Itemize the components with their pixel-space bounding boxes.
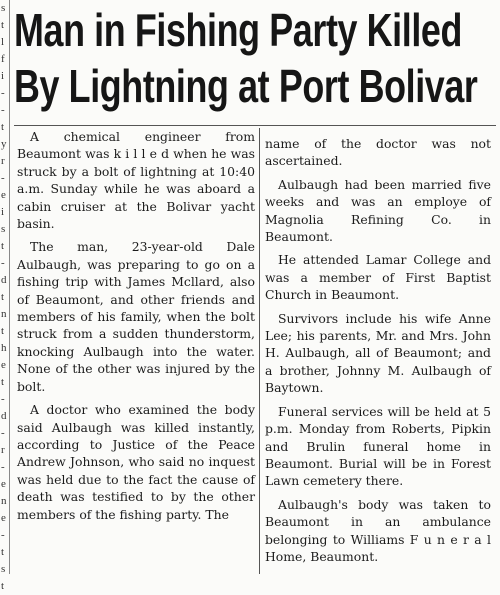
paragraph: A doctor who examined the body said Aulbaugh was killed instantly, according to Justice of the Peace Andrew Johnson, who said no inquest was held due to the fact the cause of death was testified to by the other members of the fishing party. The (17, 402, 255, 522)
gutter-fragment: t (1, 240, 5, 252)
gutter-fragment: d (1, 274, 7, 286)
gutter-fragment: t (1, 19, 5, 31)
headline-rule (14, 125, 496, 126)
paragraph: The man, 23-year-old Dale Aulbaugh, was preparing to go on a fishing trip with James Mcllard, also of Beaumont, and other friends and members of his family, when the bolt struck from a sudden thunderstorm, knocking Aulbaugh into the water. None of the other was injured by the bolt. (17, 239, 255, 394)
gutter-fragment: n (1, 495, 7, 507)
gutter-fragment: r (1, 155, 5, 167)
headline (14, 2, 478, 114)
gutter-fragment: h (1, 342, 7, 354)
headline-line-1: Man in Fishing Party Killed (14, 4, 463, 56)
gutter-fragment: t (1, 376, 5, 388)
gutter-fragment: - (1, 172, 5, 184)
gutter-fragment: e (1, 478, 6, 490)
paragraph: Funeral services will be held at 5 p.m. Monday from Roberts, Pipkin and Brulin funeral home in Beaumont. Burial will be in Forest Lawn cemetery there. (265, 403, 491, 489)
gutter-fragment: y (1, 138, 7, 150)
paragraph: Aulbaugh had been married five weeks and was an employe of Magnolia Refining Co. in Beaumont. (265, 176, 491, 245)
paragraph: He attended Lamar College and was a member of First Baptist Church in Beaumont. (265, 252, 491, 303)
gutter-fragment: - (1, 461, 5, 473)
gutter-fragment: s (1, 563, 6, 575)
gutter-fragment: l (1, 36, 5, 48)
gutter-fragment: e (1, 359, 6, 371)
gutter-fragment: e (1, 189, 6, 201)
gutter-fragment: f (1, 53, 5, 65)
gutter-fragment: s (1, 2, 6, 14)
gutter-fragment: i (1, 206, 5, 218)
paragraph: A chemical engineer from Beaumont was k i l l e d when he was struck by a bolt of lightning at 10:40 a.m. Sunday while he was aboard a cabin cruiser at the Bolivar yacht basin. (17, 129, 255, 232)
gutter-fragment: t (1, 291, 5, 303)
headline-line-2: By Lightning at Port Bolivar (14, 60, 478, 112)
article-column-right (265, 135, 491, 571)
paragraph: Survivors include his wife Anne Lee; his parents, Mr. and Mrs. John H. Aulbaugh, all of Beaumont; and a brother, Johnny M. Aulbaugh of Baytown. (265, 310, 491, 396)
gutter-fragment: t (1, 580, 5, 592)
gutter-fragment: r (1, 444, 5, 456)
gutter-fragment: n (1, 308, 7, 320)
adjacent-column-fragment (0, 0, 10, 592)
gutter-fragment: t (1, 325, 5, 337)
gutter-fragment: - (1, 104, 5, 116)
gutter-fragment: e (1, 512, 6, 524)
gutter-fragment: - (1, 257, 5, 269)
paragraph: Aulbaugh's body was taken to Beaumont in an ambulance belonging to Williams F u n e r a l Home, Beaumont. (265, 496, 491, 564)
gutter-fragment: - (1, 393, 5, 405)
gutter-fragment: - (1, 87, 5, 99)
gutter-fragment: t (1, 121, 5, 133)
gutter-fragment: s (1, 223, 6, 235)
gutter-fragment: - (1, 427, 5, 439)
article-column-left (17, 128, 255, 529)
gutter-fragment: - (1, 529, 5, 541)
gutter-fragment: d (1, 410, 7, 422)
gutter-fragment: i (1, 70, 5, 82)
paragraph: name of the doctor was not ascertained. (265, 136, 491, 169)
gutter-fragment: t (1, 546, 5, 558)
column-divider (259, 128, 260, 574)
